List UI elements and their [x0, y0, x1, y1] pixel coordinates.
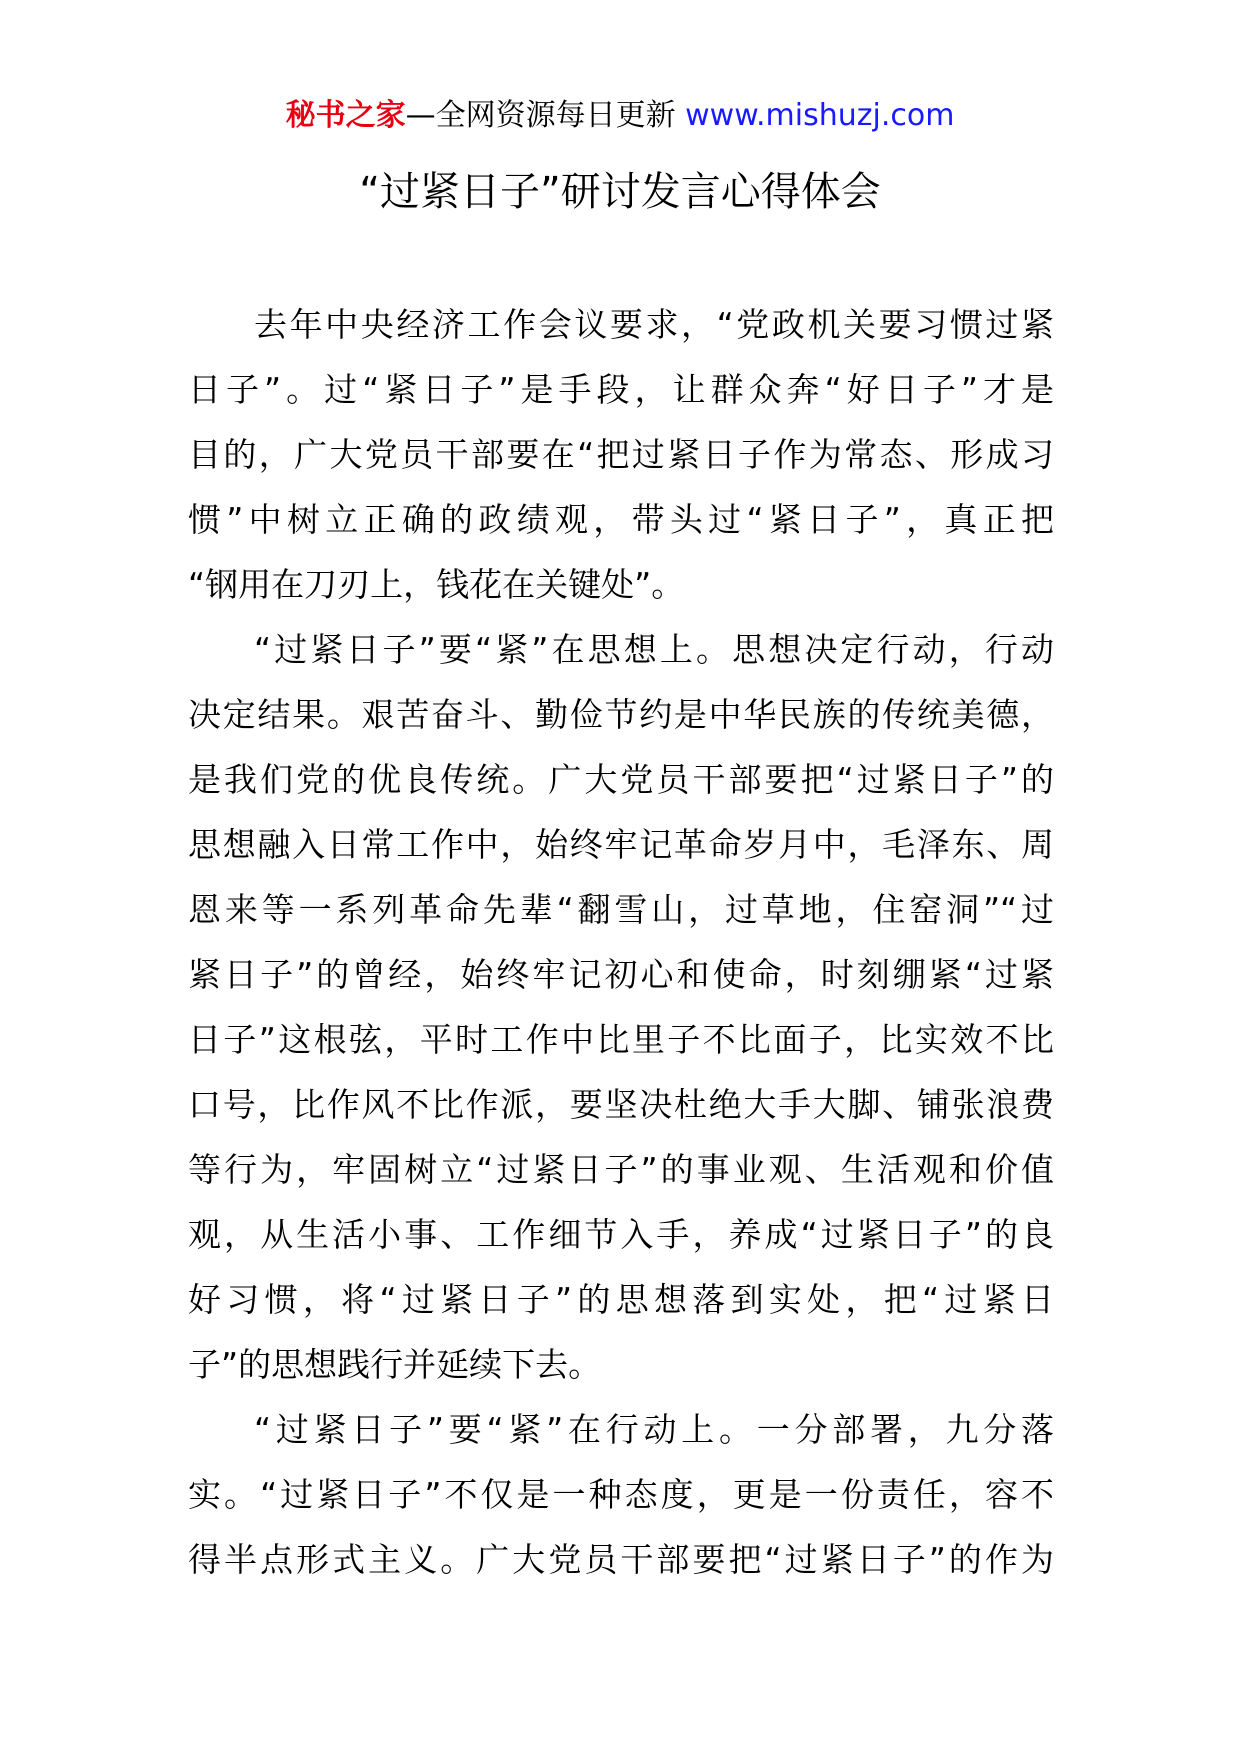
text-line: 恩来等一系列革命先辈“翻雪山，过草地，住窑洞”“过 [188, 890, 1054, 929]
text-line: 好习惯，将“过紧日子”的思想落到实处，把“过紧日 [188, 1280, 1054, 1319]
text-line: 得半点形式主义。广大党员干部要把“过紧日子”的作为 [188, 1540, 1054, 1579]
text-line: 去年中央经济工作会议要求，“党政机关要习惯过紧 [254, 305, 1054, 344]
text-line: 等行为，牢固树立“过紧日子”的事业观、生活观和价值 [188, 1150, 1054, 1189]
text-line: 决定结果。艰苦奋斗、勤俭节约是中华民族的传统美德， [188, 695, 1054, 734]
text-line: 子”的思想践行并延续下去。 [188, 1345, 602, 1384]
text-line: 目的，广大党员干部要在“把过紧日子作为常态、形成习 [188, 435, 1054, 474]
text-line: 日子”。过“紧日子”是手段，让群众奔“好日子”才是 [188, 370, 1054, 409]
text-line: 观，从生活小事、工作细节入手，养成“过紧日子”的良 [188, 1215, 1054, 1254]
text-line: 口号，比作风不比作派，要坚决杜绝大手大脚、铺张浪费 [188, 1085, 1054, 1124]
text-line: 惯”中树立正确的政绩观，带头过“紧日子”，真正把 [188, 500, 1054, 539]
text-line: 日子”这根弦，平时工作中比里子不比面子，比实效不比 [188, 1020, 1054, 1059]
text-line: “过紧日子”要“紧”在行动上。一分部署，九分落 [254, 1410, 1054, 1449]
text-line: 是我们党的优良传统。广大党员干部要把“过紧日子”的 [188, 760, 1054, 799]
text-line: 紧日子”的曾经，始终牢记初心和使命，时刻绷紧“过紧 [188, 955, 1054, 994]
text-line: “钢用在刀刃上，钱花在关键处”。 [188, 565, 685, 604]
document-body [188, 292, 1054, 1592]
text-line: 实。“过紧日子”不仅是一种态度，更是一份责任，容不 [188, 1475, 1054, 1514]
header-tagline: —全网资源每日更新 [405, 98, 686, 133]
document-title: “过紧日子”研讨发言心得体会 [359, 169, 881, 215]
site-url-link[interactable]: www.mishuzj.com [685, 98, 955, 133]
text-line: 思想融入日常工作中，始终牢记革命岁月中，毛泽东、周 [188, 825, 1054, 864]
brand-name: 秘书之家 [285, 98, 406, 133]
text-line: “过紧日子”要“紧”在思想上。思想决定行动，行动 [254, 630, 1054, 669]
paragraph [188, 292, 1054, 617]
paragraph [188, 617, 1054, 1397]
paragraph [188, 1397, 1054, 1592]
site-header [0, 96, 1240, 136]
